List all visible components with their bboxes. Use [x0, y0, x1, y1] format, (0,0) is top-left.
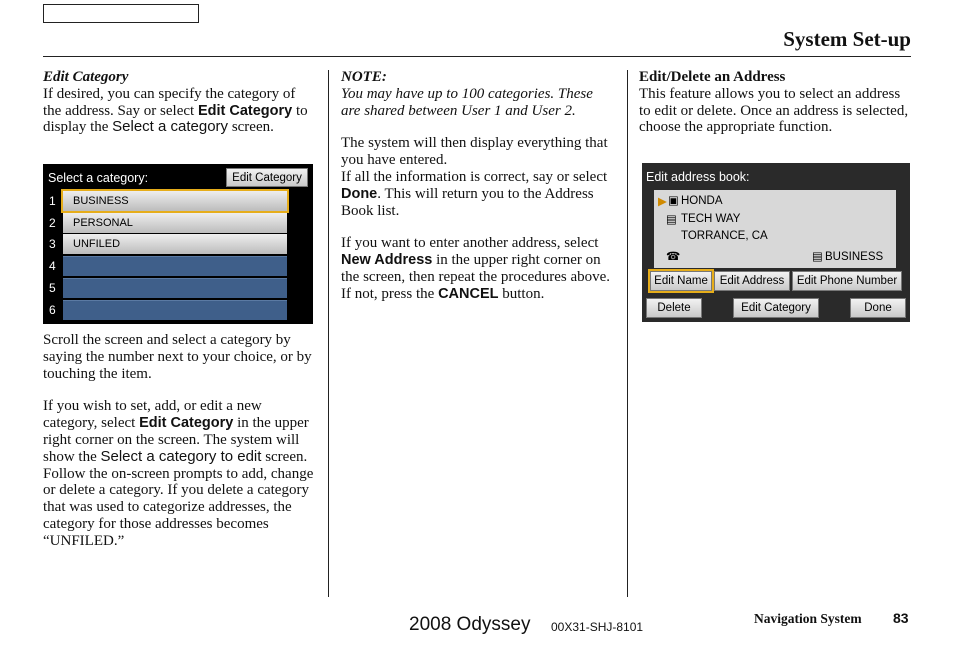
address-city: TORRANCE, CA: [681, 230, 768, 242]
edit-address-book-screen: [642, 163, 910, 322]
column-divider-1: [328, 70, 329, 597]
row-number: 1: [49, 194, 56, 208]
done-term: Done: [341, 185, 378, 202]
note-heading: NOTE:: [341, 69, 387, 85]
paragraph-scroll: Scroll the screen and select a category by saying the number next to your choice, or by touching the item.: [43, 332, 312, 382]
edit-category-term: Edit Category: [139, 415, 234, 432]
text: in the upper right corner on the screen, then repeat the procedures above. If not, press the: [341, 252, 611, 302]
select-category-term: Select a category: [112, 118, 229, 136]
edit-delete-heading: Edit/Delete an Address: [639, 69, 786, 85]
home-icon: ▣: [668, 195, 679, 207]
address-details-panel: [654, 190, 896, 268]
delete-button[interactable]: Delete: [646, 298, 702, 318]
select-category-screen: [43, 164, 313, 324]
text: screen. Follow the on-screen prompts to add, change or delete a category. If you delete a category that was used to categorize addresses, the category for those addresses becomes “UNFILED.”: [43, 448, 314, 549]
text: screen.: [228, 119, 274, 136]
category-row-business[interactable]: BUSINESS: [63, 191, 287, 211]
column-2: [341, 69, 613, 319]
page-title: System Set-up: [783, 27, 911, 51]
address-name: HONDA: [681, 195, 723, 207]
text: in the upper right corner on the screen. The system will show the: [43, 415, 309, 465]
new-address-term: New Address: [341, 252, 433, 269]
column-1-lower: [43, 332, 315, 566]
footer-section: Navigation System: [754, 611, 862, 626]
address-icon: ▤: [666, 214, 677, 226]
row-number: 4: [49, 259, 56, 273]
footer-code: 00X31-SHJ-8101: [551, 620, 644, 634]
category-icon: ▤: [812, 251, 823, 263]
done-button[interactable]: Done: [850, 298, 906, 318]
edit-category-term: Edit Category: [197, 102, 293, 119]
paragraph-edit-categories: [43, 398, 315, 549]
text: If you want to enter another address, select: [341, 235, 599, 252]
page-number: 83: [893, 610, 909, 626]
category-row-empty[interactable]: [63, 256, 287, 276]
text: If desired, you can specify the category of the address. Say or select: [43, 85, 296, 119]
edit-category-button[interactable]: Edit Category: [733, 298, 819, 318]
pointer-icon: ▶: [658, 196, 667, 208]
address-category: BUSINESS: [825, 251, 884, 263]
footer-model: 2008 Odyssey: [409, 614, 531, 635]
phone-icon: ☎: [666, 251, 681, 263]
paragraph-edit-delete: This feature allows you to select an address to edit or delete. Once an address is selected, choose the appropriate function.: [639, 85, 909, 136]
address-street: TECH WAY: [681, 213, 741, 225]
row-number: 2: [49, 216, 56, 230]
column-3: [639, 69, 911, 152]
column-1: [43, 69, 315, 152]
header-box: [43, 4, 199, 23]
category-row-empty[interactable]: [63, 278, 287, 298]
row-number: 3: [49, 237, 56, 251]
select-category-to-edit-term: Select a category to edit: [100, 447, 262, 465]
paragraph-edit-category-intro: [43, 86, 315, 136]
text: If all the information is correct, say or select: [341, 168, 608, 185]
text: The system will then display everything that you have entered.: [341, 135, 608, 169]
text: to display the: [43, 102, 308, 136]
edit-name-button[interactable]: Edit Name: [650, 271, 712, 291]
row-number: 5: [49, 281, 56, 295]
note-text: You may have up to 100 categories. These are shared between User 1 and User 2.: [341, 85, 593, 119]
paragraph-confirm: [341, 135, 613, 219]
text: button.: [498, 285, 545, 302]
category-row-personal[interactable]: PERSONAL: [63, 213, 287, 233]
screen-title: Edit address book:: [646, 170, 750, 184]
category-row-empty[interactable]: [63, 300, 287, 320]
column-divider-2: [627, 70, 628, 597]
screen-title: Select a category:: [48, 171, 149, 185]
text: . This will return you to the Address Book list.: [341, 185, 594, 219]
edit-address-button[interactable]: Edit Address: [714, 271, 790, 291]
edit-category-heading: Edit Category: [43, 69, 129, 85]
edit-phone-number-button[interactable]: Edit Phone Number: [792, 271, 902, 291]
row-number: 6: [49, 303, 56, 317]
title-divider: [43, 56, 911, 57]
cancel-term: CANCEL: [438, 285, 499, 302]
text: If you wish to set, add, or edit a new category, select: [43, 398, 262, 432]
paragraph-new-address: [341, 235, 613, 302]
category-row-unfiled[interactable]: UNFILED: [63, 234, 287, 254]
edit-category-button[interactable]: Edit Category: [226, 168, 308, 187]
